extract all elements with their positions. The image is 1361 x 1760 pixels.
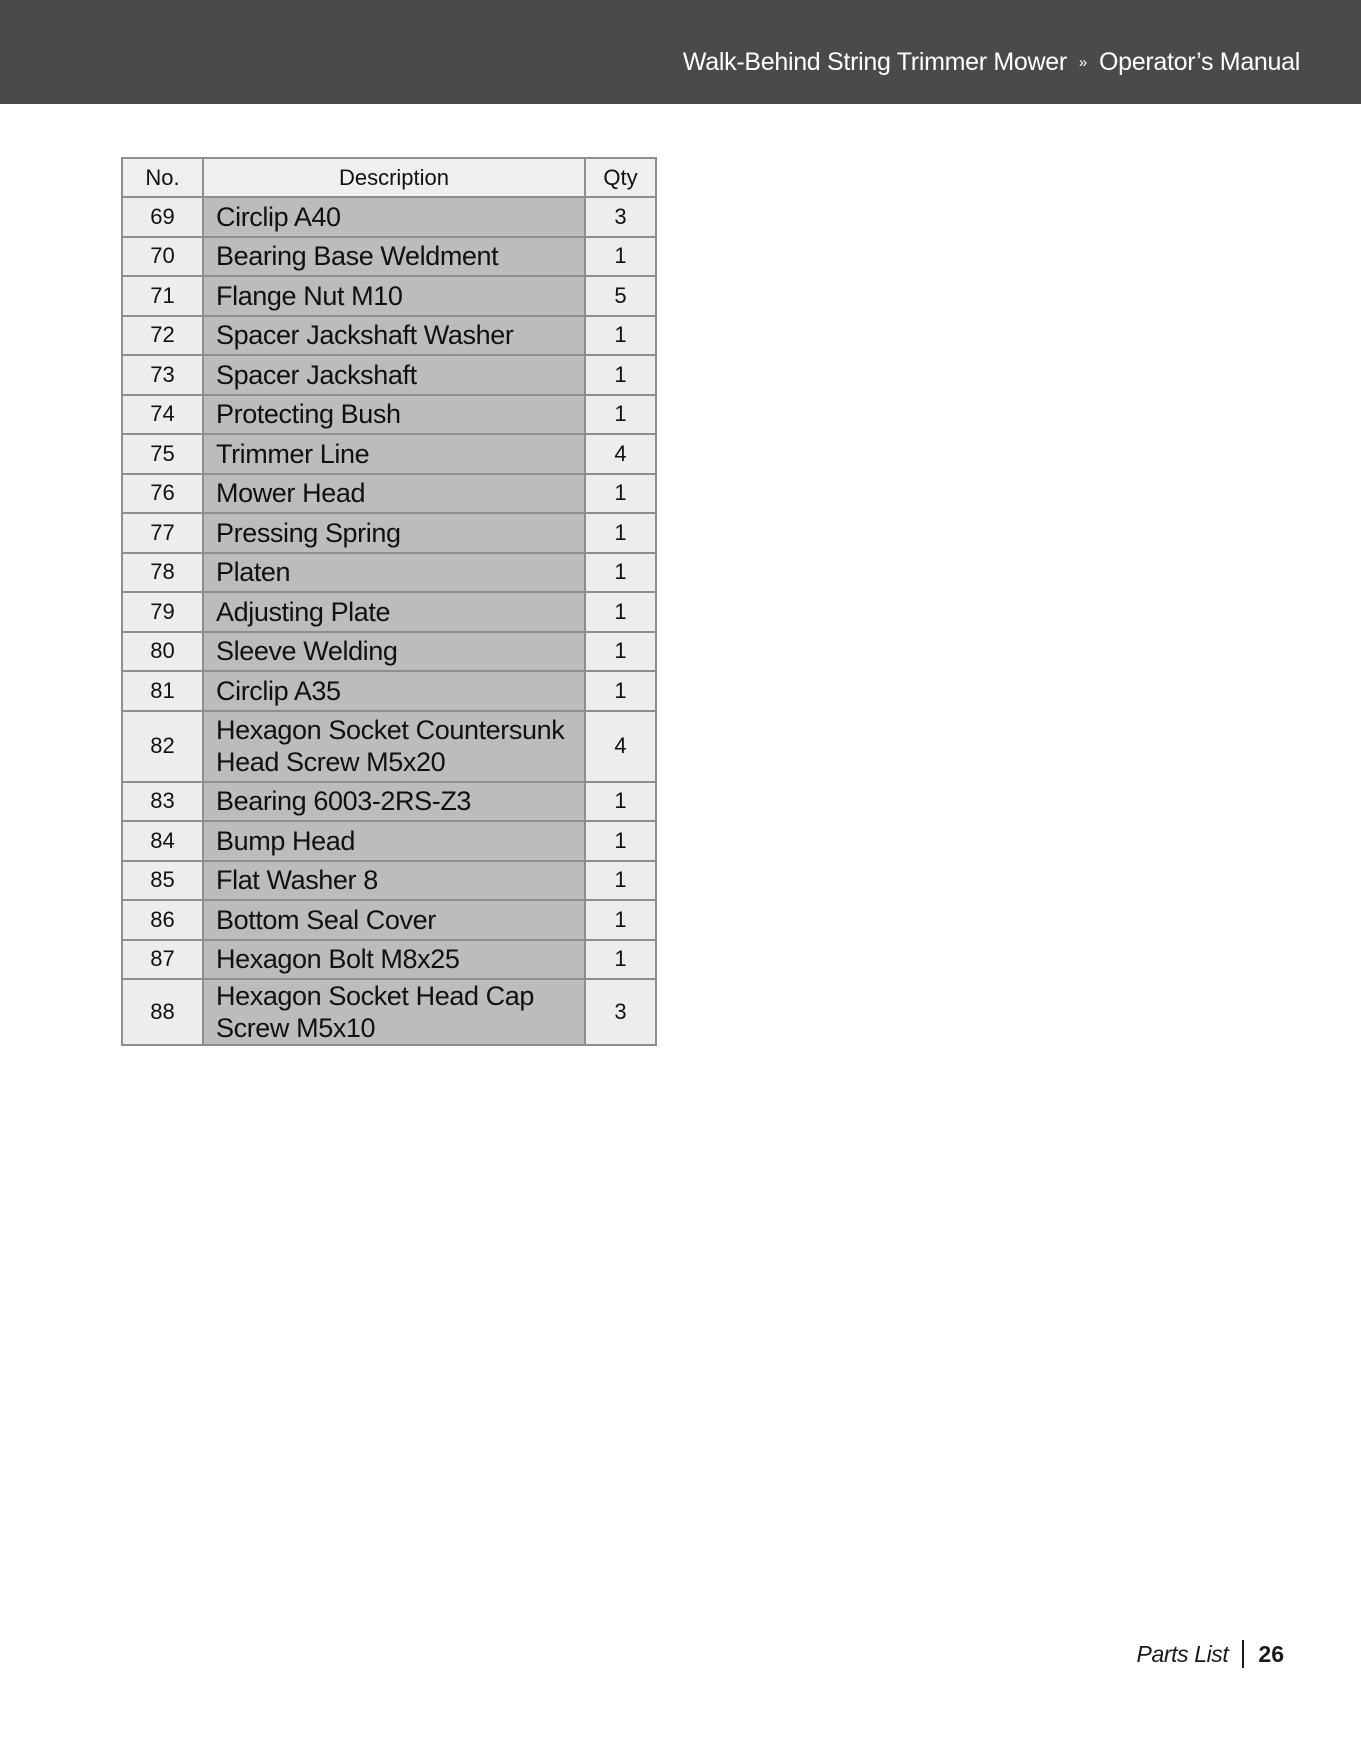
page-number: 26 [1258, 1641, 1284, 1667]
table-row [122, 782, 656, 822]
footer-divider [1242, 1640, 1244, 1668]
part-description [203, 782, 585, 822]
part-number: 79 [122, 592, 203, 632]
part-description [203, 592, 585, 632]
part-quantity: 3 [585, 979, 656, 1045]
part-number: 84 [122, 821, 203, 861]
part-description-line: Bearing Base Weldment [216, 241, 499, 272]
part-description [203, 474, 585, 514]
part-quantity: 1 [585, 237, 656, 277]
footer-section-title: Parts List [1136, 1641, 1229, 1667]
part-description [203, 979, 585, 1045]
table-row [122, 197, 656, 237]
table-row [122, 237, 656, 277]
part-quantity: 1 [585, 671, 656, 711]
table-row [122, 316, 656, 356]
part-quantity: 1 [585, 474, 656, 514]
part-number: 85 [122, 861, 203, 901]
part-description [203, 940, 585, 980]
header-manual: Operator’s Manual [1098, 48, 1300, 76]
part-number: 82 [122, 711, 203, 782]
table-row [122, 632, 656, 672]
part-description-line: Bump Head [216, 825, 355, 856]
part-description-line: Protecting Bush [216, 399, 401, 430]
part-number: 80 [122, 632, 203, 672]
part-quantity: 1 [585, 861, 656, 901]
part-number: 87 [122, 940, 203, 980]
part-description [203, 553, 585, 593]
part-number: 74 [122, 395, 203, 435]
part-description [203, 900, 585, 940]
part-description-line: Screw M5x10 [216, 1013, 376, 1043]
part-number: 71 [122, 276, 203, 316]
part-description-line: Flat Washer 8 [216, 865, 378, 896]
part-description [203, 632, 585, 672]
part-description [203, 355, 585, 395]
page-header [0, 0, 1361, 104]
table-row [122, 355, 656, 395]
part-description-line: Bearing 6003-2RS-Z3 [216, 786, 472, 817]
table-row [122, 513, 656, 553]
table-row [122, 474, 656, 514]
header-title [683, 48, 1300, 77]
part-description-line: Adjusting Plate [216, 596, 391, 627]
part-description-line: Circlip A35 [216, 675, 341, 706]
parts-table [121, 157, 657, 1046]
part-description-line: Spacer Jackshaft [216, 359, 417, 390]
part-description-line: Platen [216, 557, 291, 588]
part-number: 78 [122, 553, 203, 593]
table-row [122, 671, 656, 711]
part-number: 73 [122, 355, 203, 395]
part-number: 88 [122, 979, 203, 1045]
part-number: 77 [122, 513, 203, 553]
part-number: 72 [122, 316, 203, 356]
table-row [122, 979, 656, 1045]
part-quantity: 4 [585, 711, 656, 782]
part-quantity: 4 [585, 434, 656, 474]
table-row [122, 395, 656, 435]
header-product: Walk-Behind String Trimmer Mower [682, 48, 1067, 76]
part-description-line: Circlip A40 [216, 201, 341, 232]
part-quantity: 1 [585, 553, 656, 593]
part-description [203, 237, 585, 277]
part-quantity: 3 [585, 197, 656, 237]
part-description [203, 434, 585, 474]
part-quantity: 1 [585, 513, 656, 553]
part-quantity: 1 [585, 395, 656, 435]
part-description-line: Spacer Jackshaft Washer [216, 320, 514, 351]
table-row [122, 711, 656, 782]
part-description [203, 395, 585, 435]
part-description [203, 276, 585, 316]
table-row [122, 900, 656, 940]
table-row [122, 434, 656, 474]
part-number: 81 [122, 671, 203, 711]
parts-table-body [122, 197, 656, 1045]
part-number: 75 [122, 434, 203, 474]
part-quantity: 1 [585, 632, 656, 672]
part-quantity: 5 [585, 276, 656, 316]
table-row [122, 553, 656, 593]
part-description [203, 513, 585, 553]
part-description [203, 197, 585, 237]
part-description-line: Hexagon Socket Head Cap [216, 981, 535, 1011]
column-header-no: No. [122, 158, 203, 197]
part-description-line: Bottom Seal Cover [216, 904, 436, 935]
table-row [122, 276, 656, 316]
table-row [122, 592, 656, 632]
part-description [203, 671, 585, 711]
part-quantity: 1 [585, 592, 656, 632]
part-number: 69 [122, 197, 203, 237]
part-quantity: 1 [585, 355, 656, 395]
part-quantity: 1 [585, 782, 656, 822]
part-description [203, 821, 585, 861]
part-number: 70 [122, 237, 203, 277]
part-description-line: Hexagon Socket Countersunk [216, 715, 565, 745]
part-number: 86 [122, 900, 203, 940]
column-header-description: Description [203, 158, 585, 197]
part-quantity: 1 [585, 940, 656, 980]
part-description-line: Mower Head [216, 478, 366, 509]
header-separator-icon: » [1078, 54, 1087, 71]
parts-table-header-row [122, 158, 656, 197]
part-quantity: 1 [585, 316, 656, 356]
table-row [122, 940, 656, 980]
part-description [203, 711, 585, 782]
part-description-line: Flange Nut M10 [216, 280, 403, 311]
column-header-qty: Qty [585, 158, 656, 197]
part-description-line: Pressing Spring [216, 517, 401, 548]
part-description [203, 316, 585, 356]
part-description-line: Sleeve Welding [216, 636, 398, 667]
part-number: 76 [122, 474, 203, 514]
part-description-line: Hexagon Bolt M8x25 [216, 944, 460, 975]
part-quantity: 1 [585, 821, 656, 861]
page-footer [1137, 1640, 1284, 1668]
part-description-line: Trimmer Line [216, 438, 370, 469]
part-description-line: Head Screw M5x20 [216, 747, 446, 777]
table-row [122, 821, 656, 861]
part-description [203, 861, 585, 901]
part-quantity: 1 [585, 900, 656, 940]
table-row [122, 861, 656, 901]
part-number: 83 [122, 782, 203, 822]
